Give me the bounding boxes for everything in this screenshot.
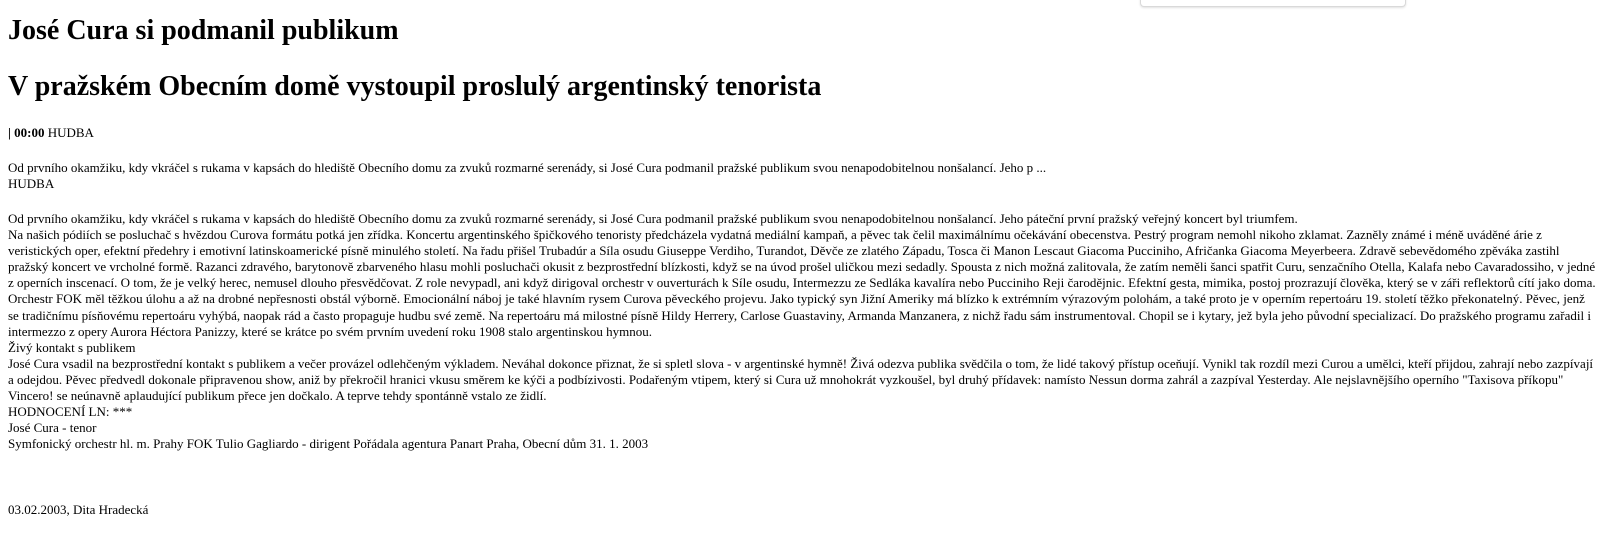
meta-separator: | — [8, 125, 11, 140]
body-subheading: Živý kontakt s publikem — [8, 339, 136, 355]
article-title: José Cura si podmanil publikum — [8, 15, 399, 46]
section-label: HUDBA — [47, 125, 94, 140]
top-dropdown-box — [1140, 0, 1406, 7]
body-paragraph: Od prvního okamžiku, kdy vkráčel s rukama v kapsách do hlediště Obecního domu za zvuků rozmarné serenády, si José Cura podmanil pražské publikum svou nenapodobitelnou nonšalancí. Jeho páteční první pražský veřejný koncert byl triumfem. — [8, 211, 1298, 226]
article-subtitle: V pražském Obecním domě vystoupil proslulý argentinský tenorista — [8, 71, 822, 102]
body-paragraph: José Cura vsadil na bezprostřední kontakt s publikem a večer provázel odlehčeným výkladem. Neváhal dokonce přiznat, že si spletl slova - v argentinské hymně! Živá odezva publika svědčila o tom, že lidé takový přístup oceňují. Vynikl tak rozdíl mezi Curou a umělci, kteří přijdou, zahrají nebo zazpívají a odejdou. Pěvec předvedl dokonale připravenou show, aniž by překročil hranici vkusu směrem ke kýči a podbízivosti. Podařeným vtipem, který si Cura už mnohokrát vyzkoušel, byl druhý přídavek: namísto Nessun dorma zahrál a zazpíval Yesterday. Ale nejslavnějšího operního "Taxisova příkopu" Vincero! se neúnavně aplaudující publikum přece jen dočkalo. A teprve tehdy spontánně vstalo ze židlí. — [8, 355, 1594, 404]
rating: HODNOCENÍ LN: *** — [8, 404, 133, 420]
article-lead — [8, 160, 1046, 192]
performer: José Cura - tenor — [8, 420, 97, 436]
credits: Symfonický orchestr hl. m. Prahy FOK Tulio Gagliardo - dirigent Pořádala agentura Panart Praha, Obecní dům 31. 1. 2003 — [8, 436, 649, 452]
article-body — [8, 211, 1596, 452]
publish-time: 00:00 — [14, 125, 45, 140]
article-meta — [8, 125, 94, 141]
perex: Od prvního okamžiku, kdy vkráčel s rukama v kapsách do hlediště Obecního domu za zvuků rozmarné serenády, si José Cura podmanil pražské publikum svou nenapodobitelnou nonšalancí. Jeho p ... — [8, 160, 1047, 175]
body-paragraph: Na našich pódiích se posluchač s hvězdou Curova formátu potká jen zřídka. Koncertu argentinského špičkového tenoristy předcházela vydatná mediální kampaň, a pěvec tak čelil maximálnímu očekávání obecenstva. Pestrý program nemohl nikoho zklamat. Zazněly známé i méně uváděné árie z veristických oper, efektní předehry i emotivní latinskoamerické písně minulého století. Na řadu přišel Trubadúr a Síla osudu Giuseppe Verdiho, Turandot, Děvče ze zlatého Západu, Tosca či Manon Lescaut Giacoma Pucciniho, Afričanka Giacoma Meyerbeera. Zdravě sebevědomého zpěváka zastihl pražský koncert ve vrcholné formě. Razanci zdravého, barytonově zbarveného hlasu mohli posluchači okusit z bezprostřední blízkosti, když se na úvod prošel uličkou mezi sedadly. Spousta z nich možná zalitovala, že zatím neměli šanci spatřit Curu, senzačního Otella, Kalafa nebo Cavaradossiho, v jedné z operních inscenací. O tom, že je velký herec, nemusel dlouho přesvědčovat. Z role nevypadl, ani když dirigoval orchestr v ouverturách k Síle osudu, Intermezzu ze Sedláka kavalíra nebo Pucciniho Reji čarodějnic. Efektní gesta, mimika, postoj prozrazují člověka, který se v záři reflektorů cítí jako doma. Orchestr FOK měl těžkou úlohu a až na drobné nepřesnosti obstál výborně. Emocionální náboj je také hlavním rysem Curova pěveckého projevu. Jako typický syn Jižní Ameriky má blízko k extrémním výrazovým polohám, a také proto je v operním repertoáru 19. století těžko překonatelný. Pěvec, jenž se tradičnímu písňovému repertoáru vyhýbá, naopak rád a často propaguje hudbu své země. Na repertoáru má milostné písně Hildy Herrery, Carlose Guastaviny, Armanda Manzanera, z nichž řadu sám instrumentoval. Chopil se i kytary, jež byla jeho původní specializací. Do pražského programu zařadil i intermezzo z opery Aurora Héctora Panizzy, které se krátce po svém prvním uvedení roku 1908 stalo argentinskou hymnou. — [8, 227, 1596, 339]
article-byline: 03.02.2003, Dita Hradecká — [8, 502, 149, 517]
lead-section-label: HUDBA — [8, 176, 55, 191]
